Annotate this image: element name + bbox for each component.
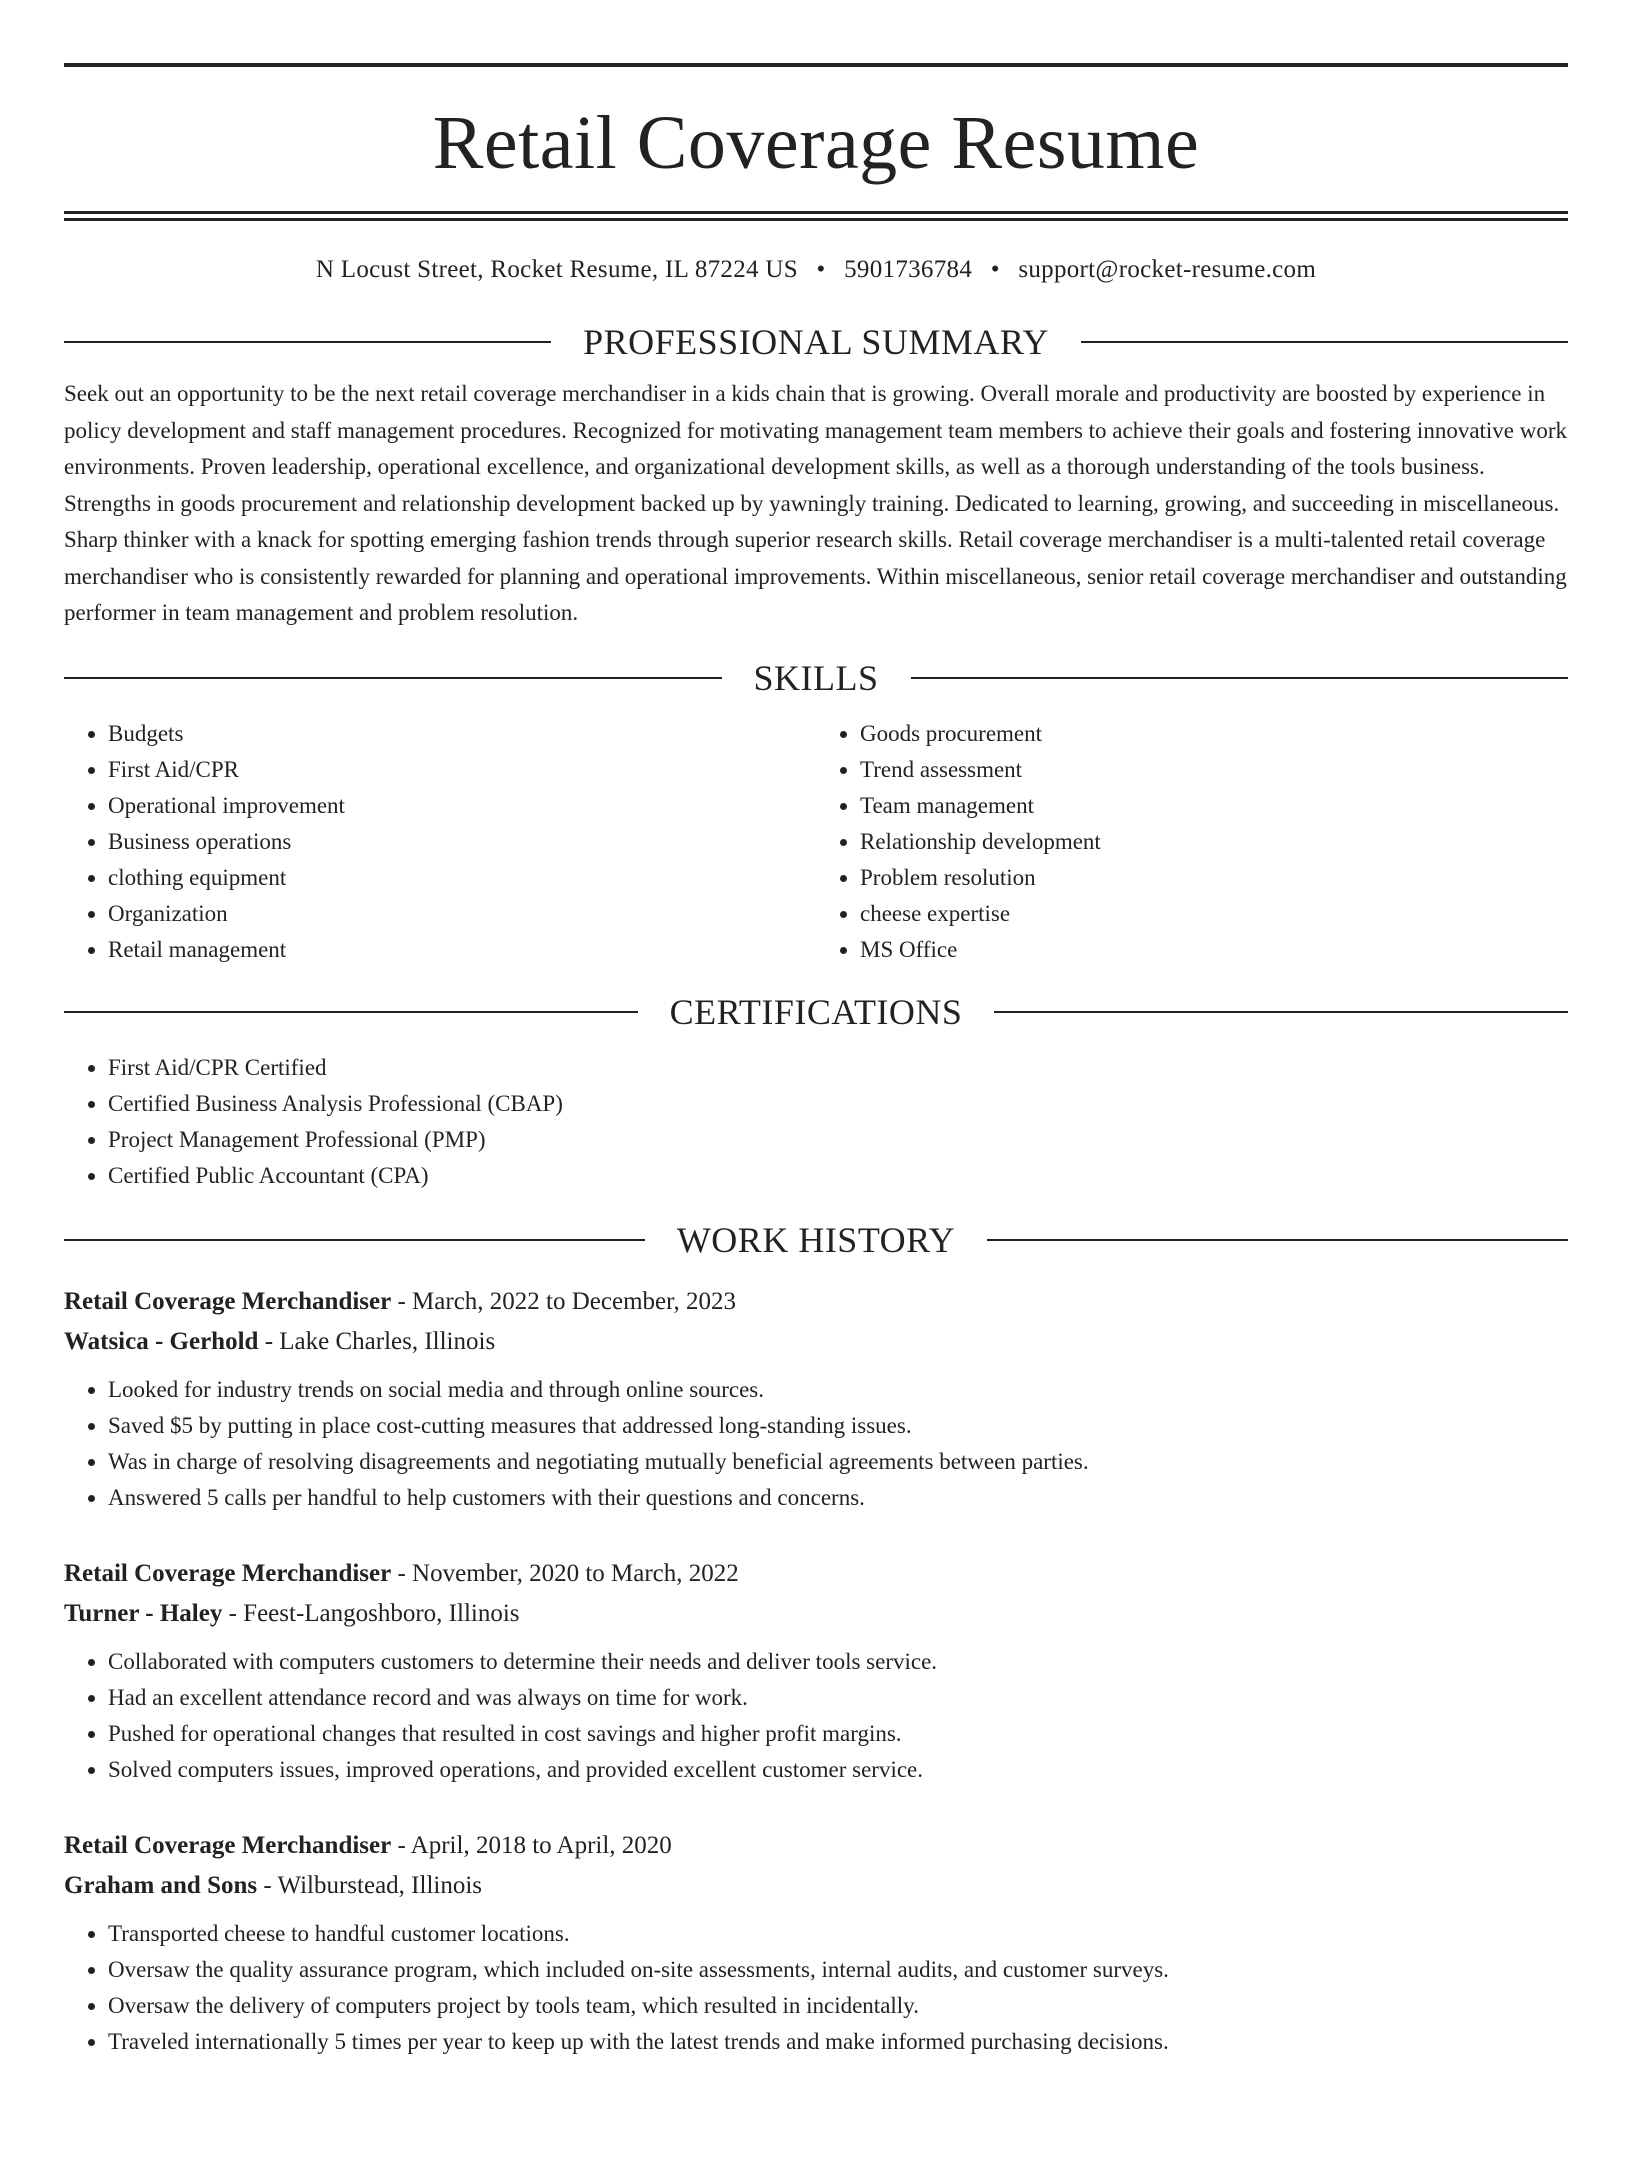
job-bullet: • Traveled internationally 5 times per year to keep up with the latest trends and make informed purchasing decisions. xyxy=(108,2024,1568,2060)
job-title-line xyxy=(64,1282,1568,1322)
skill-item: • Organization xyxy=(108,896,816,932)
skill-item: • Retail management xyxy=(108,932,816,968)
job-title: Retail Coverage Merchandiser xyxy=(64,1831,392,1859)
contact-address: N Locust Street, Rocket Resume, IL 87224 US xyxy=(315,256,798,283)
certifications-heading-row xyxy=(64,991,1568,1032)
skills-list-right xyxy=(816,716,1568,968)
job-dates: - April, 2018 to April, 2020 xyxy=(391,1831,672,1859)
skill-item: • Problem resolution xyxy=(860,860,1568,896)
job-location: - Feest-Langoshboro, Illinois xyxy=(222,1599,520,1627)
job-bullet: • Had an excellent attendance record and was always on time for work. xyxy=(108,1680,1568,1716)
job-title: Retail Coverage Merchandiser xyxy=(64,1559,392,1587)
work-heading: WORK HISTORY xyxy=(676,1219,956,1260)
skill-item: • Business operations xyxy=(108,824,816,860)
job-dates: - March, 2022 to December, 2023 xyxy=(391,1287,736,1315)
skill-item: • Goods procurement xyxy=(860,716,1568,752)
summary-heading-row xyxy=(64,324,1568,360)
contact-email: support@rocket-resume.com xyxy=(1018,256,1317,283)
certification-item: • Project Management Professional (PMP) xyxy=(108,1122,1568,1158)
work-heading-row xyxy=(64,1219,1568,1260)
job-bullets xyxy=(64,1372,1568,1516)
job-company-line xyxy=(64,1594,1568,1634)
certification-item: • Certified Public Accountant (CPA) xyxy=(108,1158,1568,1194)
heading-rule-left xyxy=(64,1011,638,1013)
contact-separator: • xyxy=(990,256,1000,283)
heading-rule-right xyxy=(987,1239,1568,1241)
skill-item: • First Aid/CPR xyxy=(108,752,816,788)
heading-rule-left xyxy=(64,677,722,679)
job-location: - Wilburstead, Illinois xyxy=(257,1871,483,1899)
job-bullet: • Pushed for operational changes that resulted in cost savings and higher profit margins. xyxy=(108,1716,1568,1752)
heading-rule-left xyxy=(64,1239,645,1241)
skill-item: • Relationship development xyxy=(860,824,1568,860)
skills-heading: SKILLS xyxy=(753,657,879,698)
job-company: Watsica - Gerhold xyxy=(64,1327,259,1355)
job-company: Turner - Haley xyxy=(64,1599,223,1627)
skill-item: • clothing equipment xyxy=(108,860,816,896)
job-entry xyxy=(64,1554,1568,1788)
job-bullet: • Transported cheese to handful customer locations. xyxy=(108,1916,1568,1952)
heading-rule-right xyxy=(994,1011,1568,1013)
job-bullet: • Answered 5 calls per handful to help customers with their questions and concerns. xyxy=(108,1480,1568,1516)
job-company-line xyxy=(64,1322,1568,1362)
heading-rule-left xyxy=(64,341,551,343)
job-title: Retail Coverage Merchandiser xyxy=(64,1287,392,1315)
certifications-list xyxy=(64,1050,1568,1194)
job-bullet: • Collaborated with computers customers to determine their needs and deliver tools service. xyxy=(108,1644,1568,1680)
skills-list-left xyxy=(64,716,816,968)
job-bullet: • Saved $5 by putting in place cost-cutting measures that addressed long-standing issues. xyxy=(108,1408,1568,1444)
resume-page xyxy=(0,63,1632,2175)
job-bullets xyxy=(64,1644,1568,1788)
job-entry xyxy=(64,1826,1568,2060)
job-location: - Lake Charles, Illinois xyxy=(258,1327,496,1355)
job-bullet: • Looked for industry trends on social media and through online sources. xyxy=(108,1372,1568,1408)
certification-item: • Certified Business Analysis Professional (CBAP) xyxy=(108,1086,1568,1122)
summary-heading: PROFESSIONAL SUMMARY xyxy=(583,322,1049,362)
skill-item: • cheese expertise xyxy=(860,896,1568,932)
job-bullet: • Solved computers issues, improved operations, and provided excellent customer service. xyxy=(108,1752,1568,1788)
certifications-heading: CERTIFICATIONS xyxy=(669,991,963,1032)
contact-separator: • xyxy=(816,256,826,283)
skill-item: • Operational improvement xyxy=(108,788,816,824)
skill-item: • MS Office xyxy=(860,932,1568,968)
certification-item: • First Aid/CPR Certified xyxy=(108,1050,1568,1086)
top-rule xyxy=(64,63,1568,67)
heading-rule-right xyxy=(911,677,1569,679)
job-company: Graham and Sons xyxy=(64,1871,258,1899)
contact-phone: 5901736784 xyxy=(844,256,973,283)
resume-title: Retail Coverage Resume xyxy=(432,101,1200,185)
job-company-line xyxy=(64,1866,1568,1906)
job-title-line xyxy=(64,1826,1568,1866)
title-double-rule xyxy=(64,211,1568,221)
skills-columns xyxy=(64,716,1568,968)
heading-rule-right xyxy=(1081,341,1568,343)
job-dates: - November, 2020 to March, 2022 xyxy=(391,1559,739,1587)
job-bullet: • Oversaw the quality assurance program, which included on-site assessments, internal audits, and customer surveys. xyxy=(108,1952,1568,1988)
job-entry xyxy=(64,1282,1568,1516)
job-bullets xyxy=(64,1916,1568,2060)
job-bullet: • Oversaw the delivery of computers project by tools team, which resulted in incidentally. xyxy=(108,1988,1568,2024)
skill-item: • Trend assessment xyxy=(860,752,1568,788)
summary-text: Seek out an opportunity to be the next retail coverage merchandiser in a kids chain that is growing. Overall morale and productivity are boosted by experience in policy development and staff management procedures. Recognized for motivating management team members to achieve their goals and fostering innovative work environments. Proven leadership, operational excellence, and organizational development skills, as well as a thorough understanding of the tools business. Strengths in goods procurement and relationship development backed up by yawningly training. Dedicated to learning, growing, and succeeding in miscellaneous. Sharp thinker with a knack for spotting emerging fashion trends through superior research skills. Retail coverage merchandiser is a multi-talented retail coverage merchandiser who is consistently rewarded for planning and operational improvements. Within miscellaneous, senior retail coverage merchandiser and outstanding performer in team management and problem resolution. xyxy=(64,381,1568,625)
skills-heading-row xyxy=(64,657,1568,698)
skill-item: • Team management xyxy=(860,788,1568,824)
job-bullet: • Was in charge of resolving disagreements and negotiating mutually beneficial agreements between parties. xyxy=(108,1444,1568,1480)
contact-line xyxy=(64,257,1568,282)
job-title-line xyxy=(64,1554,1568,1594)
skill-item: • Budgets xyxy=(108,716,816,752)
